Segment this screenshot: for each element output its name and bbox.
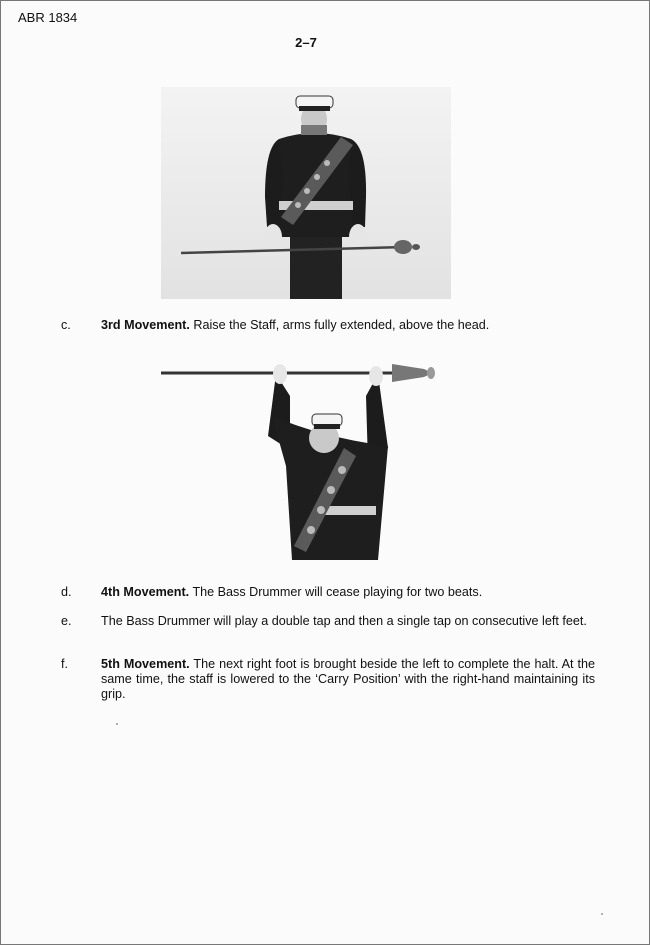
beard bbox=[301, 125, 327, 135]
left-glove bbox=[264, 224, 282, 250]
paragraph-body: The Bass Drummer will play a double tap and then a single tap on consecutive left feet. bbox=[101, 614, 587, 628]
paragraph-letter: c. bbox=[61, 318, 71, 332]
paragraph-text bbox=[101, 614, 595, 629]
paragraph-letter: e. bbox=[61, 614, 72, 628]
paragraph-heading: 3rd Movement. bbox=[101, 318, 190, 332]
left-glove bbox=[273, 364, 287, 384]
page-number: 2–7 bbox=[295, 35, 317, 50]
mace-head bbox=[392, 364, 432, 382]
document-reference: ABR 1834 bbox=[18, 10, 78, 25]
cap-band bbox=[314, 424, 340, 429]
paragraph-body: The Bass Drummer will cease playing for two beats. bbox=[189, 585, 483, 599]
paragraph-heading: 4th Movement. bbox=[101, 585, 190, 599]
photo-staff-at-waist bbox=[161, 87, 451, 299]
paragraph-heading: 5th Movement. bbox=[101, 657, 190, 671]
scan-speck bbox=[116, 723, 118, 725]
trousers bbox=[290, 227, 342, 299]
cap-band bbox=[299, 106, 330, 111]
right-glove bbox=[369, 366, 383, 386]
paragraph-letter: d. bbox=[61, 585, 72, 599]
scan-speck bbox=[601, 913, 603, 915]
right-glove bbox=[349, 224, 367, 250]
paragraph-body: The next right foot is brought beside the left to complete the halt. At the same time, the staff is lowered to the ‘Carry Position’ with the right-hand maintaining its grip. bbox=[101, 657, 595, 701]
paragraph-letter: f. bbox=[61, 657, 68, 671]
paragraph-body: Raise the Staff, arms fully extended, above the head. bbox=[189, 318, 490, 332]
belt bbox=[324, 506, 376, 515]
paragraph-text bbox=[101, 585, 595, 600]
paragraph-text bbox=[101, 657, 595, 702]
photo-staff-raised bbox=[156, 356, 456, 564]
mace-head bbox=[394, 240, 412, 254]
paragraph-text bbox=[101, 318, 595, 333]
